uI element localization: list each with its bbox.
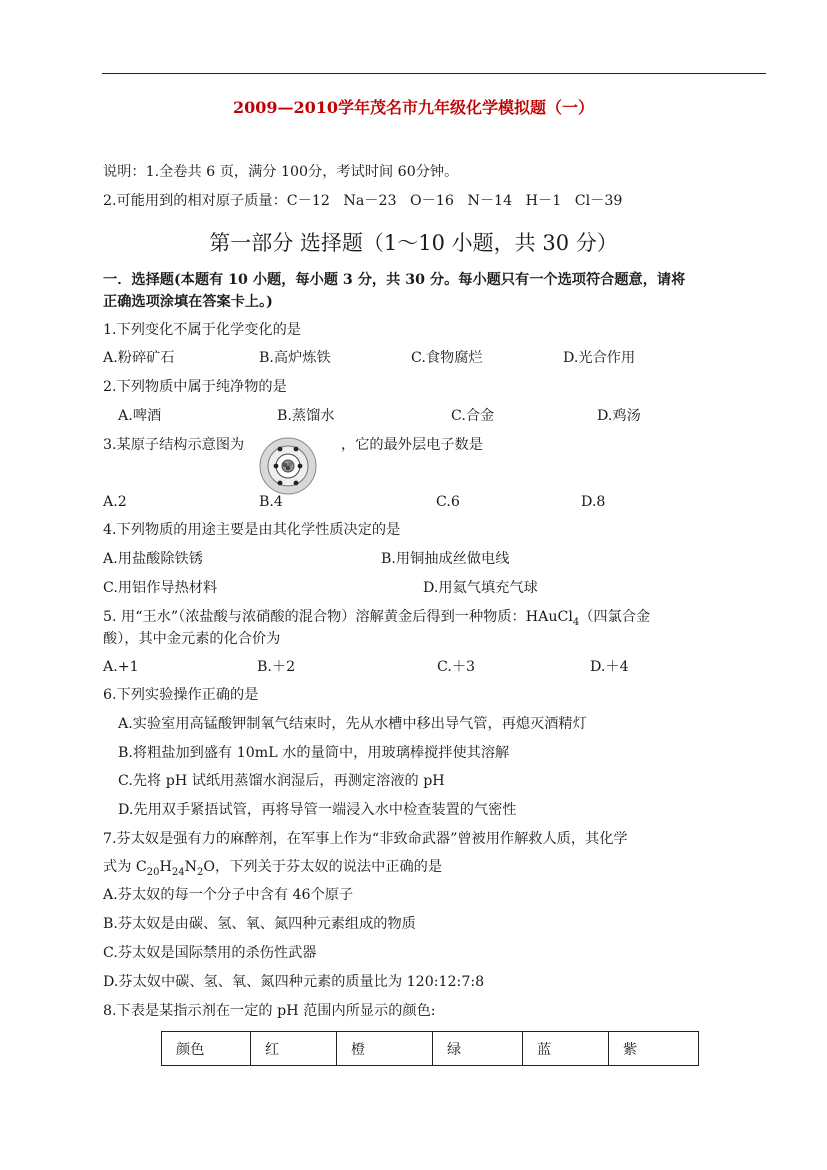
q2-option-c: C.合金 xyxy=(451,408,495,424)
table-cell: 绿 xyxy=(433,1032,523,1066)
q1-option-a: A.粉碎矿石 xyxy=(103,350,175,366)
section-instruction-1: 一．选择题(本题有 10 小题，每小题 3 分，共 30 分。每小题只有一个选项符合题意，请将 xyxy=(103,272,686,288)
note-line-2: 2.可能用到的相对原子质量：C－12 Na－23 O－16 N－14 H－1 Cl－39 xyxy=(103,193,623,209)
q1-option-b: B.高炉炼铁 xyxy=(259,350,331,366)
q5-option-d: D.＋4 xyxy=(590,659,629,675)
table-cell: 橙 xyxy=(337,1032,433,1066)
q3-stem-end: ，它的最外层电子数是 xyxy=(341,437,483,453)
q4-option-b: B.用铜抽成丝做电线 xyxy=(381,551,510,567)
q7-stem-line-1: 7.芬太奴是强有力的麻醉剂，在军事上作为“非致命武器”曾被用作解救人质，其化学 xyxy=(103,831,628,847)
q3-option-b: B.4 xyxy=(259,494,283,510)
q7-option-a: A.芬太奴的每一个分子中含有 46个原子 xyxy=(103,887,354,903)
q2-option-b: B.蒸馏水 xyxy=(277,408,335,424)
q3-stem-start: 3.某原子结构示意图为 xyxy=(103,437,245,453)
q6-option-b: B.将粗盐加到盛有 10mL 水的量筒中，用玻璃棒搅拌使其溶解 xyxy=(118,745,510,761)
q3-option-c: C.6 xyxy=(436,494,460,510)
q7-sub-n: 2 xyxy=(197,866,204,878)
q5-stem-text-end: （四氯合金 xyxy=(579,609,651,625)
q5-stem-line-2: 酸），其中金元素的化合价为 xyxy=(103,631,281,647)
q6-option-a: A.实验室用高锰酸钾制氧气结束时，先从水槽中移出导气管，再熄灭酒精灯 xyxy=(118,716,587,732)
q7-sub-h: 24 xyxy=(171,866,185,878)
q6-option-c: C.先将 pH 试纸用蒸馏水润湿后，再测定溶液的 pH xyxy=(118,773,445,789)
q8-stem: 8.下表是某指示剂在一定的 pH 范围内所显示的颜色: xyxy=(103,1003,436,1019)
note-line-1: 说明：1.全卷共 6 页，满分 100分，考试时间 60分钟。 xyxy=(103,164,459,180)
q7-formula-c: 式为 C xyxy=(103,859,147,875)
q3-option-d: D.8 xyxy=(581,494,606,510)
page-title: 2009—2010学年茂名市九年级化学模拟题（一） xyxy=(232,98,595,117)
table-cell: 紫 xyxy=(609,1032,699,1066)
q1-option-c: C.食物腐烂 xyxy=(411,350,483,366)
q7-option-c: C.芬太奴是国际禁用的杀伤性武器 xyxy=(103,945,317,961)
q5-option-c: C.＋3 xyxy=(437,659,476,675)
q7-formula-h: H xyxy=(159,859,172,875)
table-cell: 颜色 xyxy=(162,1032,251,1066)
table-cell: 红 xyxy=(251,1032,337,1066)
q2-option-d: D.鸡汤 xyxy=(597,408,641,424)
section-instruction-2: 正确选项涂填在答案卡上。) xyxy=(103,294,273,310)
q5-stem-text: 5. 用“王水”（浓盐酸与浓硝酸的混合物）溶解黄金后得到一种物质：HAuCl xyxy=(103,609,573,625)
q5-stem-line-1 xyxy=(103,608,650,626)
q7-formula-n: N xyxy=(184,859,198,875)
q5-formula-subscript: 4 xyxy=(572,616,580,628)
header-rule xyxy=(102,73,766,74)
q7-option-b: B.芬太奴是由碳、氢、氧、氮四种元素组成的物质 xyxy=(103,916,416,932)
q6-stem: 6.下列实验操作正确的是 xyxy=(103,687,259,703)
q6-option-d: D.先用双手紧捂试管，再将导管一端浸入水中检查装置的气密性 xyxy=(118,802,517,818)
part-heading: 第一部分 选择题（1～10 小题，共 30 分） xyxy=(209,231,618,255)
q4-option-d: D.用氦气填充气球 xyxy=(423,580,538,596)
q7-sub-c: 20 xyxy=(146,866,160,878)
q3-option-a: A.2 xyxy=(103,494,127,510)
q1-option-d: D.光合作用 xyxy=(563,350,636,366)
q5-option-b: B.＋2 xyxy=(257,659,296,675)
q2-option-a: A.啤酒 xyxy=(118,408,162,424)
q4-option-a: A.用盐酸除铁锈 xyxy=(103,551,203,567)
q7-stem-line-2 xyxy=(103,858,442,876)
q2-stem: 2.下列物质中属于纯净物的是 xyxy=(103,379,287,395)
table-row xyxy=(162,1032,699,1066)
q1-stem: 1.下列变化不属于化学变化的是 xyxy=(103,322,301,338)
atom-structure-diagram xyxy=(258,436,318,496)
q7-stem-end: O，下列关于芬太奴的说法中正确的是 xyxy=(203,859,443,875)
table-cell: 蓝 xyxy=(523,1032,609,1066)
indicator-color-table xyxy=(161,1031,699,1066)
q4-option-c: C.用铝作导热材料 xyxy=(103,580,218,596)
q4-stem: 4.下列物质的用途主要是由其化学性质决定的是 xyxy=(103,522,401,538)
q7-option-d: D.芬太奴中碳、氢、氧、氮四种元素的质量比为 120:12:7:8 xyxy=(103,974,485,990)
q5-option-a: A.+1 xyxy=(103,659,139,675)
